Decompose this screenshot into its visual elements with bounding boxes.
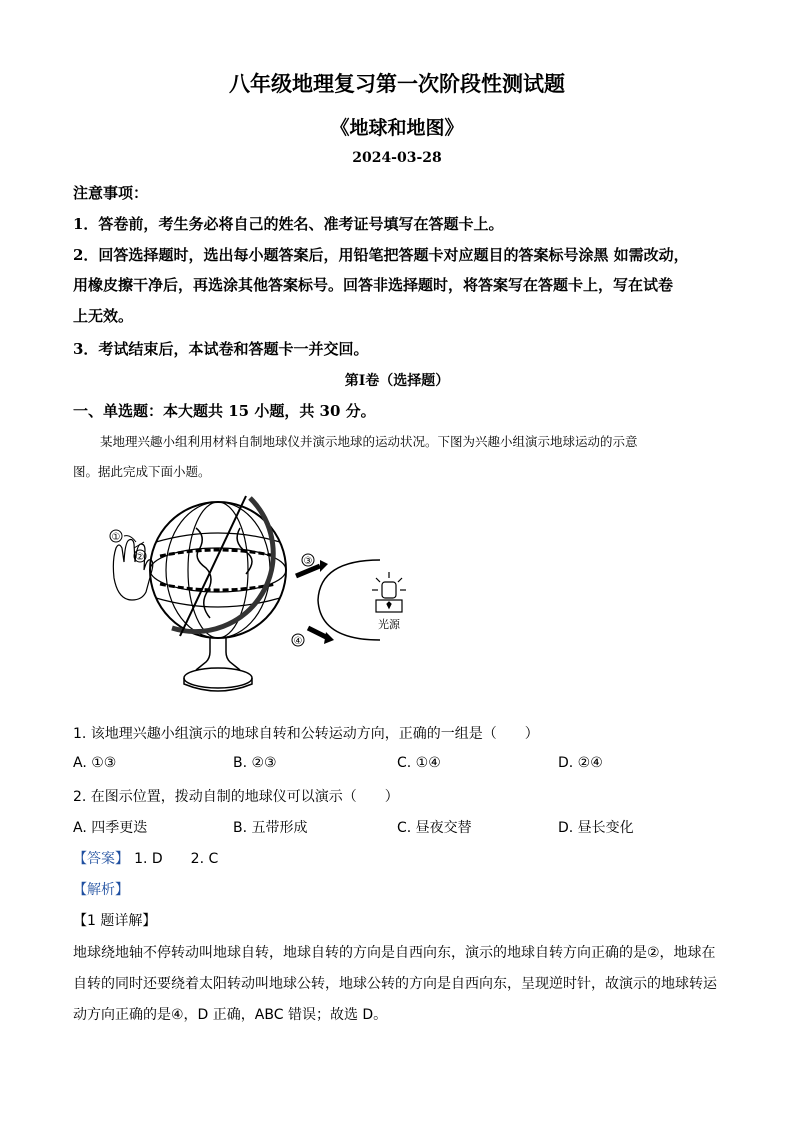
question-2-option-d: D. 昼长变化 bbox=[558, 820, 634, 836]
answer-label: 【答案】 bbox=[73, 851, 129, 867]
answer-row bbox=[73, 848, 218, 868]
material-line-1: 某地理兴趣小组利用材料自制地球仪并演示地球的运动状况。下图为兴趣小组演示地球运动的示意 bbox=[100, 434, 638, 449]
question-1-option-c: C. ①④ bbox=[397, 755, 441, 771]
question-1-option-d: D. ②④ bbox=[558, 755, 603, 771]
analysis-line-1: 地球绕地轴不停转动叫地球自转，地球自转的方向是自西向东，演示的地球自转方向正确的是②，地球在 bbox=[73, 945, 716, 961]
note-item-2-line-3: 上无效。 bbox=[73, 307, 134, 325]
material-line-2: 图。据此完成下面小题。 bbox=[73, 464, 211, 479]
page-subtitle: 《地球和地图》 bbox=[330, 117, 464, 139]
question-1-stem: 1. 该地理兴趣小组演示的地球自转和公转运动方向，正确的一组是（ ） bbox=[73, 726, 539, 742]
analysis-line-2: 自转的同时还要绕着太阳转动叫地球公转，地球公转的方向是自西向东，呈现逆时针，故演示的地球转运 bbox=[73, 976, 717, 992]
question-2-option-b: B. 五带形成 bbox=[233, 820, 308, 836]
analysis-line-3: 动方向正确的是④，D 正确，ABC 错误；故选 D。 bbox=[73, 1007, 388, 1023]
label-1: ① bbox=[111, 532, 121, 543]
question-2-option-a: A. 四季更迭 bbox=[73, 820, 148, 836]
note-item-3: 3．考试结束后，本试卷和答题卡一并交回。 bbox=[73, 340, 369, 358]
globe-diagram bbox=[100, 488, 420, 698]
exam-date: 2024-03-28 bbox=[352, 150, 442, 166]
question-1-option-a: A. ①③ bbox=[73, 755, 117, 771]
light-source-icon bbox=[372, 572, 406, 612]
globe-figure bbox=[100, 488, 420, 698]
note-item-1: 1．答卷前，考生务必将自己的姓名、准考证号填写在答题卡上。 bbox=[73, 215, 504, 233]
section-heading: 一、单选题：本大题共 15 小题，共 30 分。 bbox=[73, 402, 376, 420]
light-source-label: 光源 bbox=[378, 618, 400, 631]
arrow-3 bbox=[296, 566, 320, 576]
part-title: 第Ⅰ卷（选择题） bbox=[344, 373, 450, 389]
note-item-2-line-2: 用橡皮擦干净后，再选涂其他答案标号。回答非选择题时，将答案写在答题卡上，写在试卷 bbox=[73, 276, 674, 294]
hand-icon bbox=[113, 540, 152, 601]
globe bbox=[150, 496, 286, 638]
analysis-sub-label: 【1 题详解】 bbox=[73, 913, 157, 929]
label-4: ④ bbox=[293, 636, 303, 647]
label-3: ③ bbox=[303, 556, 313, 567]
answer-text: 1. D 2. C bbox=[134, 851, 219, 867]
question-1-option-b: B. ②③ bbox=[233, 755, 277, 771]
arrow-1 bbox=[124, 536, 136, 542]
orbit-path bbox=[318, 560, 380, 640]
arrow-4 bbox=[308, 628, 328, 638]
question-2-stem: 2. 在图示位置，拨动自制的地球仪可以演示（ ） bbox=[73, 789, 399, 805]
analysis-label: 【解析】 bbox=[73, 882, 129, 898]
arrow-4-head bbox=[324, 632, 334, 644]
label-2: ② bbox=[135, 552, 145, 563]
question-2-option-c: C. 昼夜交替 bbox=[397, 820, 472, 836]
globe-stand bbox=[184, 638, 252, 691]
notes-heading: 注意事项： bbox=[73, 184, 149, 202]
arrow-2 bbox=[134, 542, 144, 548]
note-item-2-line-1: 2．回答选择题时，选出每小题答案后，用铅笔把答题卡对应题目的答案标号涂黑 如需改动， bbox=[73, 246, 689, 264]
page-title: 八年级地理复习第一次阶段性测试题 bbox=[229, 71, 565, 96]
arrow-3-head bbox=[320, 560, 328, 572]
